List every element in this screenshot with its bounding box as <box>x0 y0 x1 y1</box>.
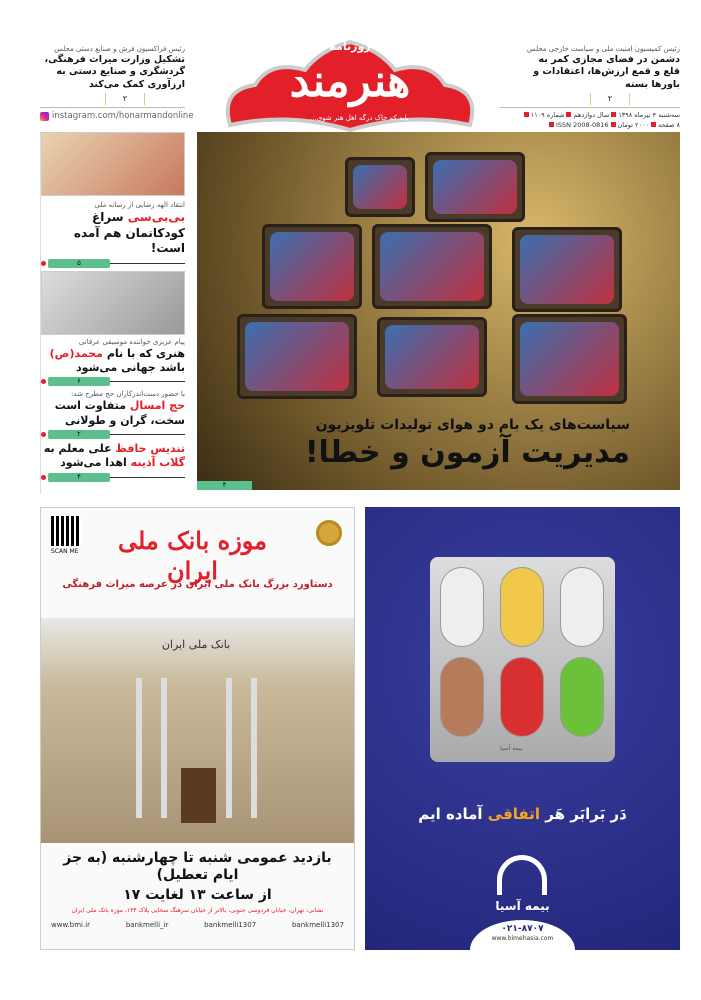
sidebar-story-3[interactable]: با حضور دست‌اندرکاران حج مطرح شد: حج امسال متفاوت است سخت، گران و طولانی ۲ <box>41 389 185 442</box>
ad-title: موزه بانک ملی ایران <box>117 526 268 585</box>
qr-code-icon <box>51 516 81 546</box>
visiting-time: از ساعت ۱۳ لغایت ۱۷ <box>123 887 272 903</box>
twitter-link[interactable]: bankmelli1307 <box>291 921 344 929</box>
ad-subtitle: دستاورد بزرگ بانک ملی ایران در عرصه میراث فرهنگی <box>62 579 333 590</box>
kicker: پیام عزیزی خواننده موسیقی عرفانی <box>78 337 185 346</box>
page-ref: ۶ <box>48 377 110 386</box>
kicker: انتقاد الهه رضایی از رسانه ملی <box>94 201 185 209</box>
masthead-prefix: روزنامه <box>329 40 371 53</box>
museum-building-photo <box>41 618 354 843</box>
instagram-icon <box>40 112 49 121</box>
website-link[interactable]: www.bimehasia.com <box>491 935 554 942</box>
headline: سراغ کودکانمان هم آمده است! <box>73 210 185 256</box>
visiting-hours: بازدید عمومی شنبه تا چهارشنبه (به جز ایام تعطیل) <box>63 850 332 883</box>
phone: ۰۲۱-۸۷۰۷ <box>501 924 544 934</box>
building-sign: بانک ملی ایران <box>161 638 231 651</box>
contact-badge <box>470 920 575 950</box>
insurance-ad[interactable] <box>365 507 680 950</box>
bank-museum-ad[interactable] <box>40 507 355 950</box>
page-ref: ۲ <box>48 430 110 439</box>
insurance-slogan: دَر بَرابَر هَر اتفاقی آماده ایم <box>418 805 627 823</box>
masthead-title: هنرمند <box>289 56 411 107</box>
issue-info: سه‌شنبه ۴ تیرماه ۱۳۹۸سال دوازدهمشماره ۱۱۰۹ ۸ صفحه۲۰۰۰ تومانISSN 2008-0816 <box>500 107 680 130</box>
bime-asia-logo-icon <box>497 855 547 895</box>
pack-label: بیمه آسیا <box>500 745 523 752</box>
headline: تشکیل وزارت میراث فرهنگی، گردشگری و صنایع دستی به ارزآوری کمک می‌کند <box>44 54 185 90</box>
headline-highlight: بی‌بی‌سی <box>127 210 185 224</box>
top-right-block <box>500 44 680 130</box>
headline: دشمن در فضای مجازی کمر به قلع و قمع ارزش‌ها، اعتقادات و باورها بسته <box>533 54 680 90</box>
address: نشانی: تهران، خیابان فردوسی جنوبی، بالاتر از خیابان سرهنگ سخایی پلاک ۱۳۴، موزه بانک ملی ایران <box>71 907 324 914</box>
main-headline: مدیریت آزمون و خطا! <box>304 435 630 470</box>
masthead-tagline: ...باید که خاک درگه اهل هنر شوی <box>310 114 409 122</box>
sidebar-story-1[interactable] <box>41 200 185 271</box>
musician-photo <box>41 271 185 335</box>
brand-name: بیمه آسیا <box>495 899 550 913</box>
sidebar-story-4[interactable]: تندیس حافظ علی معلم به گلاب آذینه اهدا می‌شود ۴ <box>41 442 185 485</box>
bank-logo-icon <box>316 520 342 546</box>
masthead-logo <box>210 30 490 140</box>
kicker: با حضور دست‌اندرکاران حج مطرح شد: <box>71 390 185 399</box>
page-ref: ۵ <box>48 259 110 268</box>
page-ref: ۲ <box>590 93 630 105</box>
main-subtitle: سیاست‌های یک بام دو هوای تولیدات تلویزیون <box>315 417 630 433</box>
main-story[interactable] <box>197 132 680 490</box>
instagram-link[interactable] <box>40 107 194 122</box>
pill-pack <box>430 557 615 762</box>
page-ref: ۴ <box>48 473 110 482</box>
sidebar <box>40 132 185 494</box>
scan-label: SCAN ME <box>51 548 79 555</box>
bank-ad-footer <box>51 850 344 930</box>
main-headline-block <box>267 416 630 472</box>
website-link[interactable]: www.bmi.ir <box>51 921 91 929</box>
telegram-link[interactable]: bankmelli_ir <box>125 921 169 929</box>
children-photo <box>41 132 185 196</box>
kicker: رئیس کمیسیون امنیت ملی و سیاست خارجی مجلس <box>527 45 680 53</box>
instagram-url: instagram.com/honarmandonline <box>52 111 194 122</box>
top-right-story[interactable] <box>500 44 680 105</box>
page-ref: ۲ <box>105 93 145 105</box>
top-left-story[interactable] <box>40 44 185 105</box>
instagram-link[interactable]: bankmelli1307 <box>204 921 257 929</box>
kicker: رئیس فراکسیون فرش و صنایع دستی مجلس <box>54 45 185 53</box>
sidebar-story-2[interactable]: پیام عزیزی خواننده موسیقی عرفانی هنری که با نام محمد(ص) باشد جهانی می‌شود ۶ <box>41 337 185 390</box>
top-left-block <box>40 44 194 122</box>
page-ref: ۴ <box>197 481 252 490</box>
